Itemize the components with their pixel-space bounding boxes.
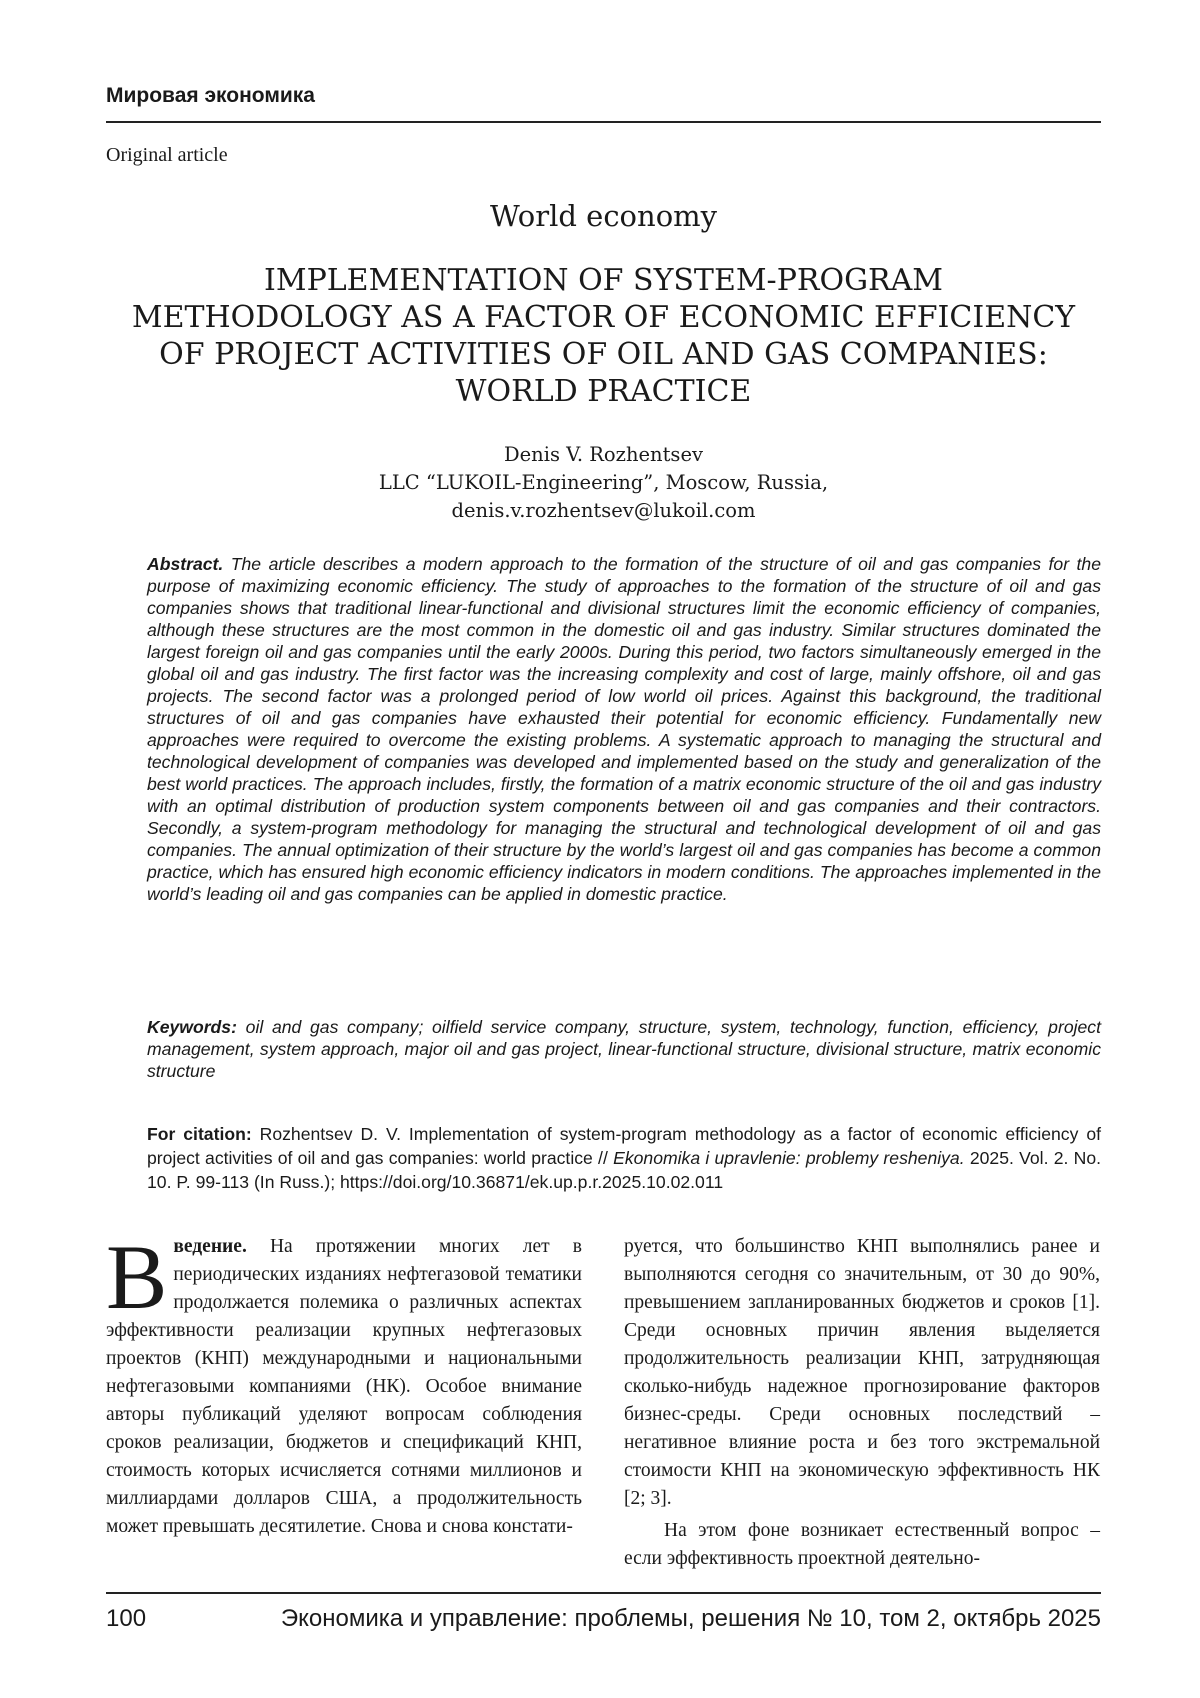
keywords-text: oil and gas company; oilfield service company, structure, system, technology, function, efficiency, project management, system approach, major oil and gas project, linear-functional structure, divisional structure, matrix economic structure <box>147 1017 1101 1081</box>
journal-footer: Экономика и управление: проблемы, решения № 10, том 2, октябрь 2025 <box>280 1605 1101 1632</box>
citation <box>147 1122 1101 1194</box>
abstract <box>147 553 1101 905</box>
author-affiliation: LLC “LUKOIL-Engineering”, Moscow, Russia, <box>378 471 829 494</box>
body-column-right <box>624 1233 1100 1573</box>
citation-label: For citation: <box>147 1124 252 1144</box>
author-block <box>106 441 1101 525</box>
body-column-left <box>106 1226 583 1541</box>
author-name: Denis V. Rozhentsev <box>504 443 703 466</box>
drop-cap: В <box>106 1226 168 1328</box>
abstract-label: Abstract. <box>147 554 224 574</box>
section-header: Мировая экономика <box>106 84 315 107</box>
author-email[interactable]: denis.v.rozhentsev@lukoil.com <box>451 499 756 522</box>
rubric: World economy <box>489 199 718 233</box>
title-line: OF PROJECT ACTIVITIES OF OIL AND GAS COMPANIES: <box>159 337 1048 372</box>
body-paragraph: руется, что большинство КНП выполнялись ранее и выполняются сегодня со значительным, от 30 до 90%, превышением запланированных бюджетов и сроков [1]. Среди основных причин явления выделяется продолжительность реализации КНП, затрудняющая сколько-нибудь надежное прогнозирование факторов бизнес-среды. Среди основных последствий – негативное влияние роста и без того экстремальной стоимости КНП на экономическую эффективность НК [2; 3]. <box>624 1236 1100 1509</box>
title-line: METHODOLOGY AS A FACTOR OF ECONOMIC EFFICIENCY <box>131 300 1076 335</box>
article-title <box>106 262 1101 410</box>
article-type: Original article <box>106 144 228 166</box>
citation-journal: Ekonomika i upravlenie: problemy resheniya. <box>613 1148 965 1168</box>
body-paragraph: На этом фоне возникает естественный вопрос – если эффективность проектной деятельно- <box>624 1520 1100 1569</box>
keywords <box>147 1016 1101 1082</box>
page-number: 100 <box>106 1605 147 1632</box>
keywords-label: Keywords: <box>147 1017 237 1037</box>
citation-details[interactable]: 2025. Vol. 2. No. 10. P. 99-113 (In Russ.); https://doi.org/10.36871/ek.up.p.r.2025.10.02.011 <box>147 1148 1102 1192</box>
title-line: IMPLEMENTATION OF SYSTEM-PROGRAM <box>264 263 943 298</box>
citation-text: Rozhentsev D. V. Implementation of system-program methodology as a factor of economic efficiency of project activities of oil and gas companies: world practice // <box>147 1124 1101 1168</box>
abstract-text: The article describes a modern approach to the formation of the structure of oil and gas companies for the purpose of maximizing economic efficiency. The study of approaches to the formation of the structure of oil and gas companies shows that traditional linear-functional and divisional structures limit the economic efficiency of companies, although these structures are the most common in the domestic oil and gas industry. Similar structures dominated the largest foreign oil and gas companies until the early 2000s. During this period, two factors simultaneously emerged in the global oil and gas industry. The first factor was the increasing complexity and cost of large, mainly offshore, oil and gas projects. The second factor was a prolonged period of low world oil prices. Against this background, the traditional structures of oil and gas companies have exhausted their potential for economic efficiency. Fundamentally new approaches were required to overcome the existing problems. A systematic approach to managing the structural and technological development of companies was developed and implemented based on the study and generalization of the best world practices. The approach includes, firstly, the formation of a matrix economic structure of the oil and gas industry with an optimal distribution of production system components between oil and gas companies and their contractors. Secondly, a system-program methodology for managing the structural and technological development of oil and gas companies. The annual optimization of their structure by the world’s largest oil and gas companies has become a common practice, which has ensured high economic efficiency indicators in modern conditions. The approaches implemented in the world’s leading oil and gas companies can be applied in domestic practice. <box>147 554 1102 904</box>
footer-rule <box>106 1592 1101 1594</box>
intro-label: ведение. <box>173 1236 247 1257</box>
title-line: WORLD PRACTICE <box>455 374 752 409</box>
header-rule <box>106 121 1101 123</box>
body-text-left: На протяжении многих лет в периодических изданиях нефтегазовой тематики продолжается полемика о различных аспектах эффективности реализации крупных нефтегазовых проектов (КНП) международными и национальными нефтегазовыми компаниями (НК). Особое внимание авторы публикаций уделяют вопросам соблюдения сроков реализации, бюджетов и спецификаций КНП, стоимость которых исчисляется сотнями миллионов и миллиардами долларов США, а продолжительность может превышать десятилетие. Снова и снова констати- <box>106 1236 583 1537</box>
